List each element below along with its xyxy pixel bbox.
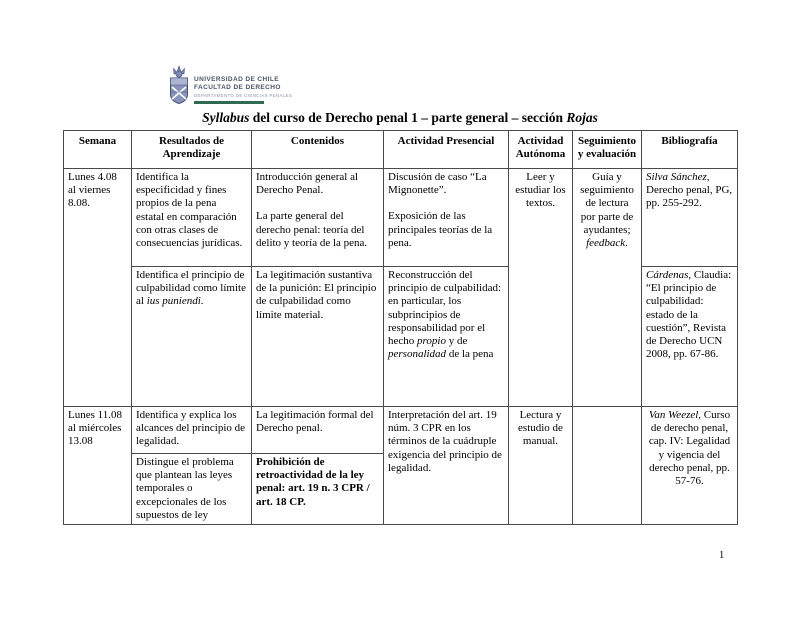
cell-week2-presencial: Interpretación del art. 19 núm. 3 CPR en los términos de la cuádruple exigencia del principio de legalidad. (384, 407, 509, 525)
cell-week1-presencial-b: Reconstrucción del principio de culpabilidad: en particular, los subprincipios de responsabilidad por el hecho propio y de personalidad de la pena (384, 267, 509, 407)
paragraph: La parte general del derecho penal: teoría del delito y teoría de la pena. (256, 210, 368, 249)
cell-week1-biblio-b: Cárdenas, Claudia: “El principio de culpabilidad: estado de la cuestión”, Revista de Derecho UCN 2008, pp. 67-86. (642, 267, 738, 407)
cell-week1-presencial-a (384, 169, 509, 267)
header-row (64, 131, 738, 169)
logo-line-university: UNIVERSIDAD DE CHILE (194, 76, 279, 83)
paragraph: Exposición de las principales teorías de la pena. (388, 210, 493, 249)
cell-week1-resultados-b: Identifica el principio de culpabilidad como límite al ius puniendi. (132, 267, 252, 407)
header-seguimiento: Seguimiento y evaluación (573, 131, 642, 169)
cell-week1-contenidos-a (252, 169, 384, 267)
header-actividad-autonoma: Actividad Autónoma (509, 131, 573, 169)
cell-week2-resultados-b: Distingue el problema que plantean las leyes temporales o excepcionales de los supuestos de ley (132, 454, 252, 525)
cell-week1-autonoma: Leer y estudiar los textos. (509, 169, 573, 407)
syllabus-table (63, 130, 738, 525)
week2-subrow-a (64, 407, 738, 454)
cell-week2-contenidos-b: Prohibición de retroactividad de la ley penal: art. 19 n. 3 CPR / art. 18 CP. (252, 454, 384, 525)
cell-week2-semana: Lunes 11.08 al miércoles 13.08 (64, 407, 132, 525)
cell-week1-resultados-a: Identifica la especificidad y fines propios de la pena estatal en comparación con otras clases de consecuencias jurídicas. (132, 169, 252, 267)
cell-week1-semana: Lunes 4.08 al viernes 8.08. (64, 169, 132, 407)
logo-line-faculty: FACULTAD DE DERECHO (194, 84, 281, 91)
cell-week2-biblio: Van Weezel, Curso de derecho penal, cap. IV: Legalidad y vigencia del derecho penal, pp. 57-76. (642, 407, 738, 525)
header-resultados: Resultados de Aprendizaje (132, 131, 252, 169)
cell-week2-autonoma: Lectura y estudio de manual. (509, 407, 573, 525)
cell-week1-seguimiento: Guía y seguimiento de lectura por parte de ayudantes; feedback. (573, 169, 642, 407)
cell-week2-seguimiento (573, 407, 642, 525)
cell-week2-contenidos-a: La legitimación formal del Derecho penal. (252, 407, 384, 454)
cell-week1-biblio-a: Silva Sánchez, Derecho penal, PG, pp. 255-292. (642, 169, 738, 267)
document-title: Syllabus del curso de Derecho penal 1 – parte general – sección Rojas (202, 110, 598, 125)
paragraph: Discusión de caso “La Mignonette”. (388, 171, 487, 197)
page-number: 1 (719, 550, 725, 561)
header-bibliografia: Bibliografía (642, 131, 738, 169)
cell-week2-resultados-a: Identifica y explica los alcances del principio de legalidad. (132, 407, 252, 454)
university-logo-text (194, 65, 292, 105)
header-semana: Semana (64, 131, 132, 169)
cell-week1-contenidos-b: La legitimación sustantiva de la punición: El principio de culpabilidad como límite material. (252, 267, 384, 407)
logo-line-department: DEPARTAMENTO DE CIENCIAS PENALES (194, 93, 293, 98)
university-crest-icon (168, 65, 190, 105)
header-contenidos: Contenidos (252, 131, 384, 169)
university-logo (168, 65, 292, 105)
paragraph: Introducción general al Derecho Penal. (256, 171, 359, 197)
week1-subrow-a (64, 169, 738, 267)
logo-green-bar (194, 101, 264, 104)
header-actividad-presencial: Actividad Presencial (384, 131, 509, 169)
